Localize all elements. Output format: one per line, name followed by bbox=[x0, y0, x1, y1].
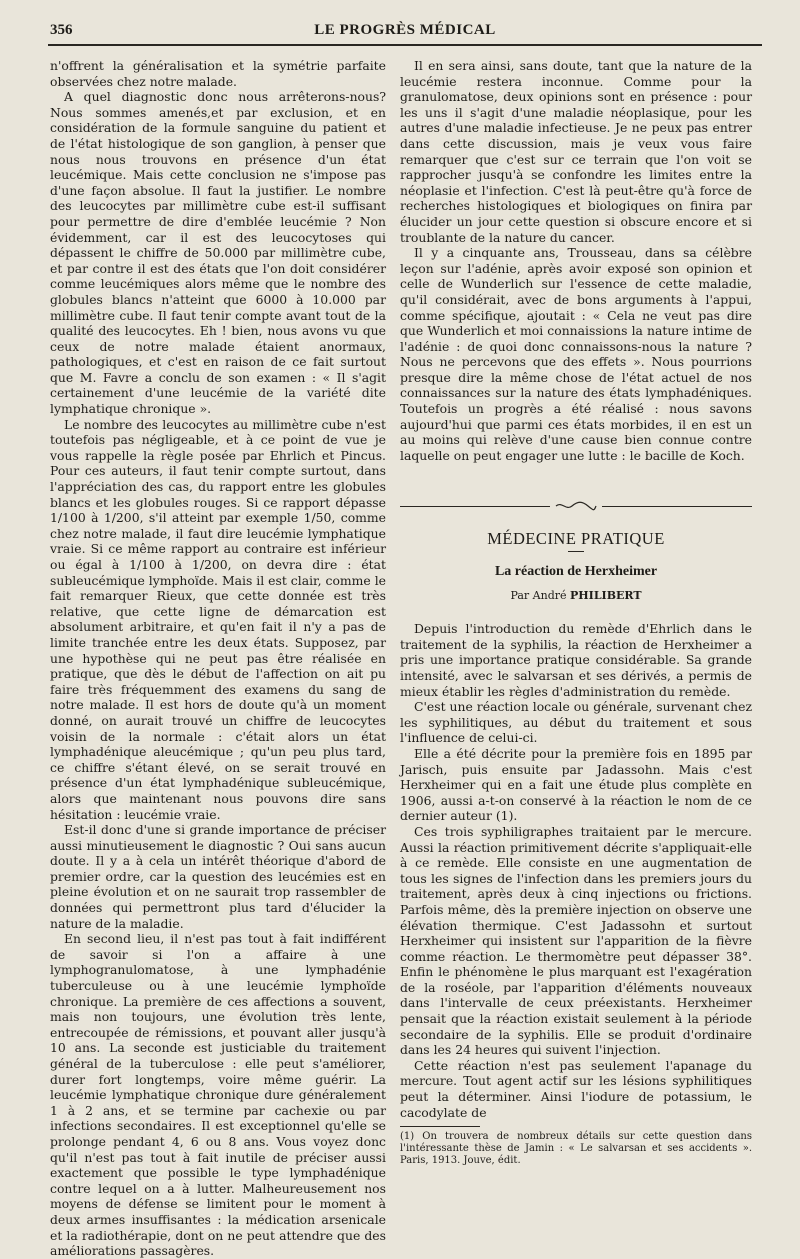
paragraph: Il en sera ainsi, sans doute, tant que la nature de la leucémie restera inconnue. Comme pour la granulomatose, deux opinions sont en présence : pour les uns il s'agit d'une maladie néoplasique, pour les autres d'une maladie infectieuse. Je ne peux pas entrer dans cette discussion, mais je veux vous faire remarquer que c'est sur ce terrain que l'on voit se rapprocher jusqu'à se confondre les limites entre la néoplasie et l'infection. C'est là peut-être qu'à force de recherches histologiques et biologiques on finira par élucider un jour cette question si obscure encore et si troublante de la nature du cancer. bbox=[400, 58, 752, 245]
paragraph: C'est une réaction locale ou générale, survenant chez les syphilitiques, au début du traitement et sous l'influence de celui-ci. bbox=[400, 699, 752, 746]
paragraph: Il y a cinquante ans, Trousseau, dans sa célèbre leçon sur l'adénie, après avoir exposé son opinion et celle de Wunderlich sur l'essence de cette maladie, qu'il considérait, avec de bons arguments à l'appui, comme spécifique, ajoutait : « Cela ne veut pas dire que Wunderlich et moi connaissions la nature intime de l'adénie : de quoi donc connaissons-nous la nature ? Nous ne percevons que des effets ». Nous pourrions presque dire la même chose de l'état actuel de nos connaissances sur la nature des états lymphadéniques. Toutefois un progrès a été réalisé : nous savons aujourd'hui que parmi ces états morbides, il en est un au moins qui relève d'une cause bien connue contre laquelle on peut engager une lutte : le bacille de Koch. bbox=[400, 245, 752, 463]
header-rule bbox=[48, 44, 762, 46]
paragraph: Est-il donc d'une si grande importance de préciser aussi minutieusement le diagnostic ? Oui sans aucun doute. Il y a à cela un intérêt théorique d'abord de premier ordre, car la question des leucémies est en pleine évolution et on ne saurait trop rassembler de données qui permettront plus tard d'élucider la nature de la maladie. bbox=[50, 822, 386, 931]
paragraph: Depuis l'introduction du remède d'Ehrlich dans le traitement de la syphilis, la réaction de Herxheimer a pris une importance pratique considérable. Sa grande intensité, avec le salvarsan et ses dérivés, a permis de mieux établir les règles d'administration du remède. bbox=[400, 621, 752, 699]
paragraph: n'offrent la généralisation et la symétrie parfaite observées chez notre malade. bbox=[50, 58, 386, 89]
article-title: La réaction de Herxheimer bbox=[494, 564, 658, 580]
paragraph: Le nombre des leucocytes au millimètre cube n'est toutefois pas négligeable, et à ce point de vue je vous rappelle la règle posée par Ehrlich et Pincus. Pour ces auteurs, il faut tenir compte surtout, dans l'appréciation des cas, du rapport entre les globules blancs et les globules rouges. Si ce rapport dépasse 1/100 à 1/200, s'il atteint par exemple 1/50, comme chez notre malade, il faut dire leucémie lymphatique vraie. Si ce même rapport au contraire est inférieur ou égal à 1/100 à 1/200, on devra dire : état subleucémique lymphoïde. Mais il est clair, comme le fait remarquer Rieux, que cette donnée est très relative, que cette ligne de démarcation est absolument arbitraire, et qu'en fait il n'y a pas de limite tranchée entre les deux états. Supposez, par une hypothèse qui ne peut pas être réalisée en pratique, que dès le début de l'affection on ait pu faire très fréquemment des examens du sang de notre malade. Il est hors de doute qu'à un moment donné, on aurait trouvé un chiffre de leucocytes voisin de la normale : c'était alors un état lymphadénique aleucémique ; qu'un peu plus tard, ce chiffre s'étant élevé, on se serait trouvé en présence d'un état lymphadénique subleucémique, alors que maintenant nous pouvons dire sans hésitation : leucémie vraie. bbox=[50, 416, 386, 822]
paragraph: En second lieu, il n'est pas tout à fait indifférent de savoir si l'on a affaire à une lymphogranulomatose, à une lymphadénie tuberculeuse ou à une leucémie lymphoïde chronique. La première de ces affections a souvent, mais non toujours, une évolution très lente, entrecoupée de rémissions, et pouvant aller jusqu'à 10 ans. La seconde est justiciable du traitement général de la tuberculose : elle peut s'améliorer, durer fort longtemps, voire même guérir. La leucémie lymphatique chronique dure généralement 1 à 2 ans, et se termine par cachexie ou par infections secondaires. Il est exceptionnel qu'elle se prolonge pendant 4, 6 ou 8 ans. Vous voyez donc qu'il n'est pas tout à fait inutile de préciser aussi exactement que possible le type lymphadénique contre lequel on a à lutter. Malheureusement nos moyens de défense se limitent pour le moment à deux armes insuffisantes : la médication arsenicale et la radiothérapie, dont on ne peut attendre que des améliorations passagères. bbox=[50, 931, 386, 1259]
section-title: MÉDECINE PRATIQUE bbox=[487, 529, 665, 549]
footnote: (1) On trouvera de nombreux détails sur cette question dans l'intéressante thèse de Jamin : « Le salvarsan et ses accidents ». Paris, 1913. Jouve, édit. bbox=[400, 1131, 752, 1167]
right-column bbox=[400, 58, 752, 1167]
paragraph: Ces trois syphiligraphes traitaient par le mercure. Aussi la réaction primitivement décrite s'appliquait-elle à ce remède. Elle consiste en une augmentation de tous les signes de l'infection dans les premiers jours du traitement, après deux à cinq injections ou frictions. Parfois même, dès la première injection on observe une élévation thermique. C'est Jadassohn et surtout Herxheimer qui insistent sur l'apparition de la fièvre comme réaction. Le thermomètre peut dépasser 38°. Enfin le phénomène le plus marquant est l'exagération de la roséole, par l'apparition d'éléments nouveaux dans l'intervalle de ceux préexistants. Herxheimer pensait que la réaction existait seulement à la période secondaire de la syphilis. Elle se produit d'ordinaire dans les 24 heures qui suivent l'injection. bbox=[400, 823, 752, 1058]
paragraph: Cette réaction n'est pas seulement l'apanage du mercure. Tout agent actif sur les lésions syphilitiques peut la déterminer. Ainsi l'iodure de potassium, le cacodylate de bbox=[400, 1057, 752, 1120]
section-ornament bbox=[400, 501, 752, 511]
running-header bbox=[50, 18, 760, 42]
byline-author: PHILIBERT bbox=[570, 588, 642, 602]
title-dash bbox=[568, 551, 584, 552]
byline-prefix: Par André bbox=[510, 588, 567, 602]
page-number: 356 bbox=[50, 22, 73, 38]
flourish-icon bbox=[554, 501, 598, 511]
byline bbox=[400, 588, 752, 604]
footnote-rule bbox=[400, 1126, 480, 1127]
journal-title: LE PROGRÈS MÉDICAL bbox=[314, 22, 496, 38]
left-column bbox=[50, 58, 386, 1259]
paragraph: Elle a été décrite pour la première fois en 1895 par Jarisch, puis ensuite par Jadassohn. Mais c'est Herxheimer qui en a fait une étude plus complète en 1906, aussi a-t-on conservé à la réaction le nom de ce dernier auteur (1). bbox=[400, 745, 752, 824]
paragraph: A quel diagnostic donc nous arrêterons-nous? Nous sommes amenés,et par exclusion, et en considération de la formule sanguine du patient et de l'état histologique de son ganglion, à penser que nous nous trouvons en présence d'un état leucémique. Mais cette conclusion ne s'impose pas d'une façon absolue. Il faut la justifier. Le nombre des leucocytes par millimètre cube est-il suffisant pour permettre de dire d'emblée leucémie ? Non évidemment, car il est des leucocytoses qui dépassent le chiffre de 50.000 par millimètre cube, et par contre il est des états que l'on doit considérer comme leucémiques alors même que le nombre des globules blancs n'atteint que 6000 à 10.000 par millimètre cube. Il faut tenir compte avant tout de la qualité des leucocytes. Eh ! bien, nous avons vu que ceux de notre malade étaient anormaux, pathologiques, et c'est en raison de ce fait surtout que M. Favre a conclu de son examen : « Il s'agit certainement d'une leucémie de la variété dite lymphatique chronique ». bbox=[50, 89, 386, 417]
